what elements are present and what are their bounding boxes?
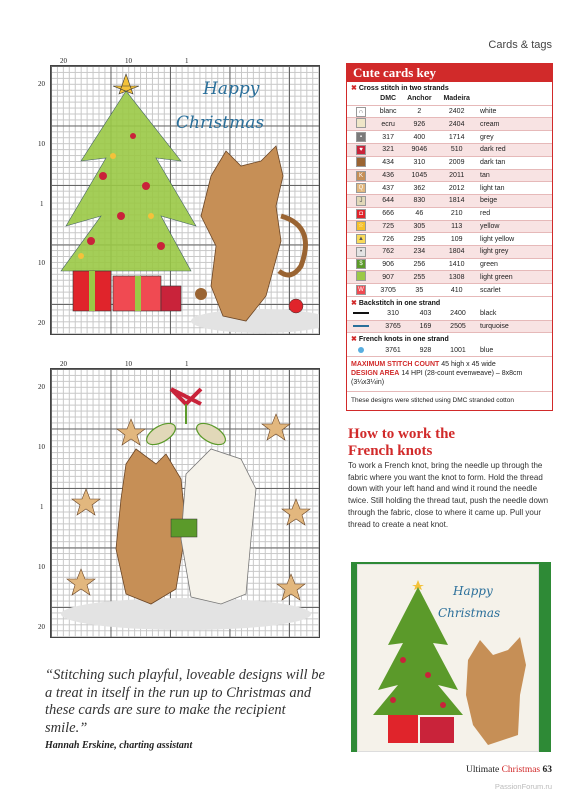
quote-attribution: Hannah Erskine, charting assistant: [45, 740, 193, 751]
axis-tick: 20: [38, 80, 45, 88]
key-row: [347, 271, 552, 284]
key-madeira-cell: 1814: [437, 195, 476, 208]
key-row: [347, 169, 552, 182]
key-dmc-cell: blanc: [375, 105, 401, 118]
key-madeira-cell: 2011: [437, 169, 476, 182]
key-colour-name: tan: [476, 169, 552, 182]
key-colour-name: light tan: [476, 182, 552, 195]
key-symbol-cell: [347, 344, 375, 356]
key-dmc-cell: 644: [375, 195, 401, 208]
footer-magazine-name: Christmas: [501, 765, 541, 775]
axis-tick: 1: [185, 360, 189, 368]
axis-tick: 20: [60, 360, 67, 368]
key-knot-section: [347, 333, 552, 344]
key-row: [347, 284, 552, 297]
key-symbol-cell: [347, 195, 375, 208]
key-row: [347, 308, 552, 320]
key-anchor-cell: 234: [401, 245, 437, 258]
key-dmc-cell: 725: [375, 220, 401, 233]
key-row: [347, 344, 552, 356]
key-cross-label: Cross stitch in two strands: [358, 85, 449, 92]
key-symbol-cell: [347, 284, 375, 297]
key-anchor-cell: 310: [401, 156, 437, 169]
key-colour-name: dark red: [476, 144, 552, 157]
key-symbol-cell: [347, 320, 375, 333]
key-madeira-cell: 113: [437, 220, 476, 233]
key-colour-name: green: [476, 258, 552, 271]
cross-stitch-chart-tree-cat: [50, 65, 320, 335]
key-madeira-cell: 510: [437, 144, 476, 157]
axis-tick: 1: [185, 57, 189, 65]
thread-swatch: •: [356, 247, 366, 257]
key-colour-name: beige: [476, 195, 552, 208]
key-dmc-cell: 3705: [375, 284, 401, 297]
thread-swatch: [356, 118, 366, 128]
axis-tick: 20: [60, 57, 67, 65]
page-number: 63: [542, 765, 552, 775]
key-colour-name: light yellow: [476, 233, 552, 246]
cross-stitch-chart-cat-dog-mistletoe: [50, 368, 320, 638]
key-dmc-cell: 3761: [375, 344, 411, 356]
key-cross-section: [347, 82, 552, 93]
thread-swatch: ☆: [356, 221, 366, 231]
key-row: [347, 207, 552, 220]
thread-swatch: ▲: [356, 234, 366, 244]
key-colour-name: grey: [476, 131, 552, 144]
axis-tick: 10: [125, 360, 132, 368]
key-madeira-cell: 2009: [437, 156, 476, 169]
key-colour-name: red: [476, 207, 552, 220]
key-colour-name: light grey: [476, 245, 552, 258]
key-colour-name: blue: [476, 344, 552, 356]
axis-tick: 1: [40, 503, 44, 511]
footer-magazine-prefix: Ultimate: [465, 765, 500, 775]
chart-2-artwork: [51, 369, 319, 637]
key-anchor-cell: 1045: [401, 169, 437, 182]
thread-swatch: ▪: [356, 132, 366, 142]
key-symbol-cell: [347, 308, 375, 320]
axis-tick: 10: [38, 140, 45, 148]
key-madeira-cell: 410: [437, 284, 476, 297]
key-symbol-cell: [347, 245, 375, 258]
cross-icon: ✖: [351, 85, 357, 92]
key-colour-name: dark tan: [476, 156, 552, 169]
key-row: [347, 156, 552, 169]
key-symbol-cell: [347, 131, 375, 144]
key-anchor-cell: 2: [401, 105, 437, 118]
cross-icon: ✖: [351, 299, 357, 307]
key-symbol-cell: [347, 156, 375, 169]
key-dmc-cell: 906: [375, 258, 401, 271]
key-symbol-cell: [347, 271, 375, 284]
key-dmc-cell: 3765: [375, 320, 411, 333]
thread-swatch: K: [356, 171, 366, 181]
key-row: [347, 258, 552, 271]
french-knots-title-line1: How to work the: [348, 426, 456, 442]
key-symbol-cell: [347, 220, 375, 233]
key-madeira-cell: 2400: [440, 308, 476, 320]
key-colour-name: light green: [476, 271, 552, 284]
key-madeira-cell: 1714: [437, 131, 476, 144]
key-madeira-cell: 1804: [437, 245, 476, 258]
key-anchor-cell: 35: [401, 284, 437, 297]
key-anchor-cell: 9046: [401, 144, 437, 157]
thread-swatch: J: [356, 196, 366, 206]
thread-swatch: [356, 157, 366, 167]
key-madeira-cell: 2402: [437, 105, 476, 118]
key-row: [347, 245, 552, 258]
backstitch-line-icon: [353, 325, 369, 327]
key-row: [347, 144, 552, 157]
key-colour-name: cream: [476, 118, 552, 131]
key-symbol-cell: [347, 169, 375, 182]
axis-tick: 10: [38, 259, 45, 267]
photo-happy-text: Happy: [453, 584, 493, 598]
key-row: [347, 220, 552, 233]
axis-tick: 10: [125, 57, 132, 65]
thread-swatch: W: [356, 285, 366, 295]
key-anchor-cell: 46: [401, 207, 437, 220]
key-anchor-cell: 400: [401, 131, 437, 144]
key-madeira-cell: 1001: [440, 344, 476, 356]
axis-tick: 20: [38, 319, 45, 327]
key-anchor-cell: 255: [401, 271, 437, 284]
key-madeira-cell: 1308: [437, 271, 476, 284]
key-knot-table: [347, 344, 552, 357]
key-title: Cute cards key: [347, 64, 552, 82]
cross-icon: ✖: [351, 336, 357, 344]
key-madeira-cell: 1410: [437, 258, 476, 271]
french-knots-title-line2: French knots: [348, 443, 433, 459]
key-knot-label: French knots in one strand: [358, 336, 449, 344]
watermark: PassionForum.ru: [494, 782, 552, 791]
thread-swatch: $: [356, 259, 366, 269]
key-dmc-cell: 434: [375, 156, 401, 169]
key-symbol-cell: [347, 207, 375, 220]
key-dmc-cell: 310: [375, 308, 411, 320]
key-note: These designs were stitched using DMC stranded cotton: [347, 391, 552, 404]
key-colour-name: scarlet: [476, 284, 552, 297]
key-anchor-cell: 403: [411, 308, 440, 320]
key-row: [347, 131, 552, 144]
key-anchor-cell: 928: [411, 344, 440, 356]
key-madeira-cell: 2505: [440, 320, 476, 333]
key-anchor-cell: 926: [401, 118, 437, 131]
key-backstitch-table: [347, 308, 552, 333]
thread-swatch: ♥: [356, 145, 366, 155]
key-backstitch-section: [347, 297, 552, 308]
key-symbol-cell: [347, 144, 375, 157]
key-anchor-cell: 169: [411, 320, 440, 333]
card-artwork: [358, 565, 538, 751]
thread-swatch: [356, 271, 366, 281]
key-colour-name: yellow: [476, 220, 552, 233]
design-area-label: DESIGN AREA: [351, 370, 400, 377]
backstitch-line-icon: [353, 312, 369, 314]
axis-tick: 20: [38, 383, 45, 391]
key-symbol-cell: [347, 118, 375, 131]
chart-1-happy-text: Happy: [203, 79, 260, 99]
key-anchor-cell: 362: [401, 182, 437, 195]
card-image: [357, 564, 539, 752]
key-dmc-cell: ecru: [375, 118, 401, 131]
key-dmc-cell: 762: [375, 245, 401, 258]
key-row: [347, 118, 552, 131]
key-madeira-cell: 2012: [437, 182, 476, 195]
chart-1-christmas-text: Christmas: [176, 113, 265, 133]
key-symbol-cell: [347, 258, 375, 271]
key-header-row: [347, 93, 552, 105]
key-row: [347, 105, 552, 118]
chart-1-artwork: [51, 66, 319, 334]
design-area-value: 14 HPI (28-count evenweave) – 8x8cm (3¼x3¼in): [351, 370, 523, 386]
thread-swatch: ◘: [356, 209, 366, 219]
key-anchor-cell: 256: [401, 258, 437, 271]
stitch-key-panel: [346, 63, 553, 411]
key-symbol-cell: [347, 233, 375, 246]
finished-card-photo: [351, 562, 551, 752]
section-label: Cards & tags: [488, 39, 552, 51]
french-knots-body: To work a French knot, bring the needle up through the fabric where you want the knot to form. Hold the thread down with your left hand and wind it round the needle twice. Still holding the thread taut, push the needle down through the fabric, close to where it came up. Pull your thread to create a neat knot.: [348, 461, 549, 529]
key-madeira-cell: 2404: [437, 118, 476, 131]
key-row: [347, 195, 552, 208]
key-row: [347, 233, 552, 246]
key-madeira-cell: 109: [437, 233, 476, 246]
key-madeira-cell: 210: [437, 207, 476, 220]
key-header-madeira: Madeira: [437, 93, 476, 105]
key-backstitch-label: Backstitch in one strand: [358, 299, 441, 307]
key-colour-name: turquoise: [476, 320, 552, 333]
max-stitch-value: 45 high x 45 wide: [441, 361, 496, 368]
key-row: [347, 320, 552, 333]
key-anchor-cell: 830: [401, 195, 437, 208]
photo-christmas-text: Christmas: [438, 606, 501, 620]
key-symbol-cell: [347, 105, 375, 118]
key-dmc-cell: 436: [375, 169, 401, 182]
key-colour-name: white: [476, 105, 552, 118]
axis-tick: 20: [38, 623, 45, 631]
key-dmc-cell: 317: [375, 131, 401, 144]
axis-tick: 10: [38, 563, 45, 571]
key-anchor-cell: 305: [401, 220, 437, 233]
key-stats: [347, 357, 552, 387]
key-symbol-cell: [347, 182, 375, 195]
key-dmc-cell: 666: [375, 207, 401, 220]
axis-tick: 1: [40, 200, 44, 208]
page-footer: [466, 765, 552, 775]
key-dmc-cell: 907: [375, 271, 401, 284]
french-knots-title: [348, 426, 455, 460]
key-header-anchor: Anchor: [401, 93, 437, 105]
key-anchor-cell: 295: [401, 233, 437, 246]
max-stitch-label: MAXIMUM STITCH COUNT: [351, 361, 440, 368]
key-row: [347, 182, 552, 195]
french-knot-dot-icon: [358, 347, 364, 353]
key-cross-table: [347, 93, 552, 297]
thread-swatch: ∩: [356, 107, 366, 117]
axis-tick: 10: [38, 443, 45, 451]
pull-quote: “Stitching such playful, loveable designs will be a treat in itself in the run up to Christmas and these cards are sure to make the recipient smile.”: [45, 667, 325, 736]
key-dmc-cell: 437: [375, 182, 401, 195]
key-dmc-cell: 726: [375, 233, 401, 246]
key-header-dmc: DMC: [375, 93, 401, 105]
key-colour-name: black: [476, 308, 552, 320]
thread-swatch: Q: [356, 183, 366, 193]
key-dmc-cell: 321: [375, 144, 401, 157]
